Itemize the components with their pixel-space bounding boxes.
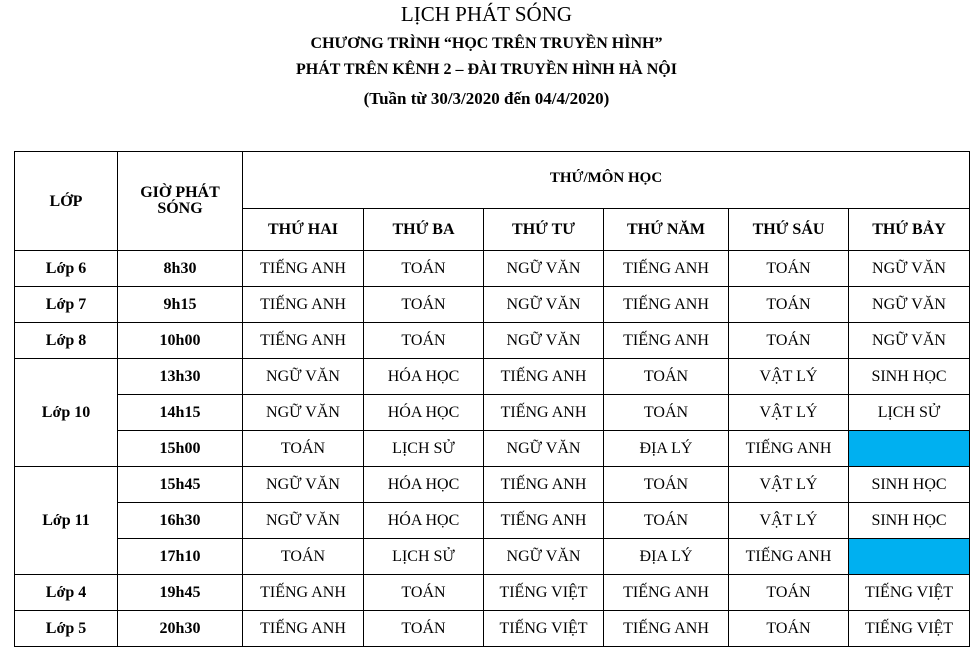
week-range: (Tuần từ 30/3/2020 đến 04/4/2020) (363, 89, 610, 108)
time-cell: 14h15 (118, 395, 243, 431)
day-header: THỨ BA (364, 209, 484, 251)
time-cell: 16h30 (118, 503, 243, 539)
subject-cell: NGỮ VĂN (484, 431, 604, 467)
subject-cell: HÓA HỌC (364, 395, 484, 431)
subject-cell: TIẾNG VIỆT (849, 611, 970, 647)
class-cell: Lớp 11 (15, 467, 118, 575)
subject-cell: TIẾNG VIỆT (484, 575, 604, 611)
subject-cell: TIẾNG ANH (484, 395, 604, 431)
channel-line: PHÁT TRÊN KÊNH 2 – ĐÀI TRUYỀN HÌNH HÀ NỘI (296, 61, 677, 78)
subject-cell: TOÁN (364, 611, 484, 647)
subject-cell: LỊCH SỬ (364, 539, 484, 575)
time-cell: 10h00 (118, 323, 243, 359)
subject-cell: HÓA HỌC (364, 359, 484, 395)
time-cell: 9h15 (118, 287, 243, 323)
subject-cell: NGỮ VĂN (484, 323, 604, 359)
subject-cell: SINH HỌC (849, 503, 970, 539)
subject-cell: TOÁN (364, 251, 484, 287)
subject-cell: NGỮ VĂN (484, 251, 604, 287)
table-row (15, 575, 970, 611)
class-cell: Lớp 6 (15, 251, 118, 287)
subject-cell: TOÁN (364, 575, 484, 611)
program-subtitle: CHƯƠNG TRÌNH “HỌC TRÊN TRUYỀN HÌNH” (310, 35, 663, 52)
time-cell: 19h45 (118, 575, 243, 611)
broadcast-schedule-table (14, 151, 970, 647)
subject-cell: TIẾNG VIỆT (849, 575, 970, 611)
subject-cell: VẬT LÝ (729, 467, 849, 503)
subject-cell: SINH HỌC (849, 467, 970, 503)
subject-cell: VẬT LÝ (729, 503, 849, 539)
subject-cell: HÓA HỌC (364, 503, 484, 539)
subject-cell: TOÁN (364, 287, 484, 323)
table-row (15, 359, 970, 395)
day-header: THỨ HAI (243, 209, 364, 251)
subject-cell: ĐỊA LÝ (604, 539, 729, 575)
subject-cell: TIẾNG ANH (484, 503, 604, 539)
subject-cell: NGỮ VĂN (849, 251, 970, 287)
class-cell: Lớp 8 (15, 323, 118, 359)
table-row (15, 287, 970, 323)
header-gio-phat-song: GIỜ PHÁT SÓNG (118, 152, 243, 251)
subject-cell: TOÁN (604, 359, 729, 395)
subject-cell: TOÁN (729, 323, 849, 359)
subject-cell: TOÁN (243, 431, 364, 467)
subject-cell: SINH HỌC (849, 359, 970, 395)
subject-cell: NGỮ VĂN (243, 503, 364, 539)
subject-cell: NGỮ VĂN (849, 287, 970, 323)
day-header: THỨ NĂM (604, 209, 729, 251)
subject-cell: TIẾNG ANH (243, 575, 364, 611)
subject-cell: TOÁN (729, 611, 849, 647)
subject-cell: NGỮ VĂN (243, 395, 364, 431)
subject-cell: TOÁN (729, 251, 849, 287)
time-cell: 13h30 (118, 359, 243, 395)
subject-cell: TIẾNG ANH (604, 611, 729, 647)
doc-title: LỊCH PHÁT SÓNG (400, 2, 573, 26)
class-cell: Lớp 4 (15, 575, 118, 611)
subject-cell: TOÁN (604, 503, 729, 539)
day-header: THỨ TƯ (484, 209, 604, 251)
subject-cell: TIẾNG VIỆT (484, 611, 604, 647)
table-row (15, 251, 970, 287)
subject-cell: TIẾNG ANH (243, 611, 364, 647)
table-row (15, 323, 970, 359)
subject-cell: VẬT LÝ (729, 359, 849, 395)
empty-highlight-cell (849, 431, 970, 467)
subject-cell: TIẾNG ANH (604, 251, 729, 287)
empty-highlight-cell (849, 539, 970, 575)
subject-cell: VẬT LÝ (729, 395, 849, 431)
header-thu-mon-hoc: THỨ/MÔN HỌC (243, 152, 970, 209)
subject-cell: NGỮ VĂN (484, 539, 604, 575)
class-cell: Lớp 10 (15, 359, 118, 467)
subject-cell: TIẾNG ANH (243, 323, 364, 359)
subject-cell: NGỮ VĂN (243, 467, 364, 503)
subject-cell: TOÁN (604, 395, 729, 431)
subject-cell: TOÁN (729, 287, 849, 323)
subject-cell: TIẾNG ANH (604, 575, 729, 611)
header-lop: LỚP (15, 152, 118, 251)
subject-cell: NGỮ VĂN (849, 323, 970, 359)
day-header: THỨ SÁU (729, 209, 849, 251)
subject-cell: TOÁN (243, 539, 364, 575)
subject-cell: LỊCH SỬ (849, 395, 970, 431)
subject-cell: TIẾNG ANH (484, 467, 604, 503)
subject-cell: TIẾNG ANH (484, 359, 604, 395)
subject-cell: LỊCH SỬ (364, 431, 484, 467)
subject-cell: TOÁN (364, 323, 484, 359)
time-cell: 8h30 (118, 251, 243, 287)
subject-cell: TIẾNG ANH (243, 251, 364, 287)
subject-cell: TIẾNG ANH (243, 287, 364, 323)
table-row (15, 431, 970, 467)
table-row (15, 611, 970, 647)
time-cell: 15h45 (118, 467, 243, 503)
class-cell: Lớp 5 (15, 611, 118, 647)
subject-cell: TIẾNG ANH (604, 287, 729, 323)
time-cell: 15h00 (118, 431, 243, 467)
day-header: THỨ BẢY (849, 209, 970, 251)
subject-cell: TOÁN (604, 467, 729, 503)
subject-cell: ĐỊA LÝ (604, 431, 729, 467)
subject-cell: NGỮ VĂN (243, 359, 364, 395)
table-row (15, 395, 970, 431)
subject-cell: TIẾNG ANH (729, 539, 849, 575)
subject-cell: TIẾNG ANH (729, 431, 849, 467)
time-cell: 17h10 (118, 539, 243, 575)
time-cell: 20h30 (118, 611, 243, 647)
subject-cell: TIẾNG ANH (604, 323, 729, 359)
subject-cell: HÓA HỌC (364, 467, 484, 503)
subject-cell: NGỮ VĂN (484, 287, 604, 323)
table-row (15, 539, 970, 575)
subject-cell: TOÁN (729, 575, 849, 611)
class-cell: Lớp 7 (15, 287, 118, 323)
table-row (15, 467, 970, 503)
table-row (15, 503, 970, 539)
